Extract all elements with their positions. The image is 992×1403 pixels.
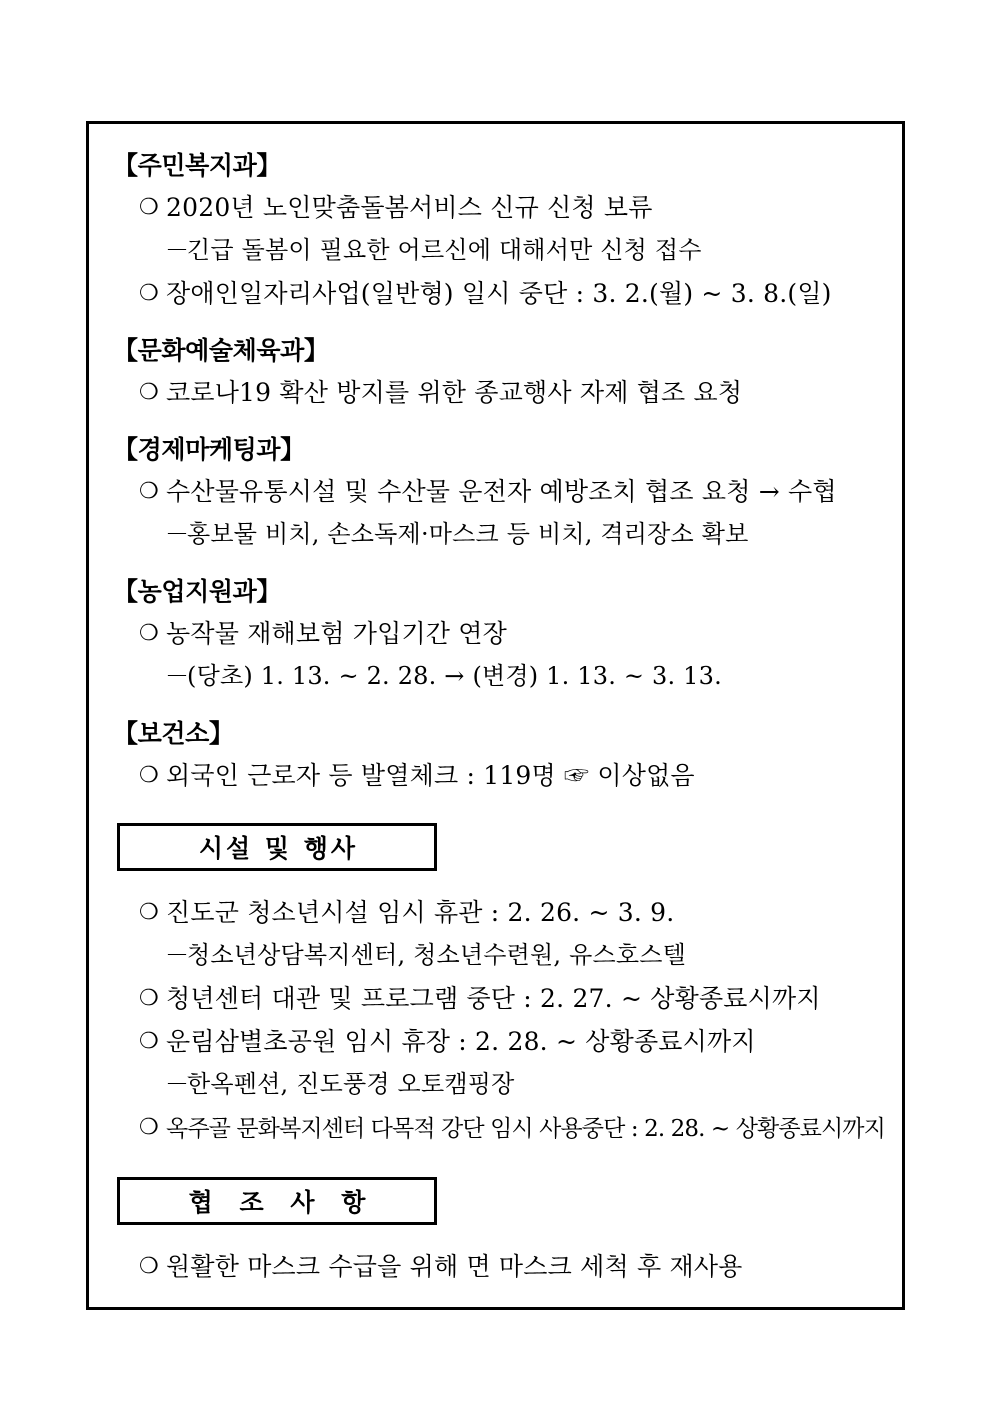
bullet-text: 코로나19 확산 방지를 위한 종교행사 자제 협조 요청 (166, 378, 743, 407)
section-box-title: 시설 및 행사 (198, 834, 359, 863)
dash-text: (당초) 1. 13. ~ 2. 28. → (변경) 1. 13. ~ 3. 13. (187, 662, 722, 690)
circle-bullet-icon: ❍ (139, 1115, 158, 1140)
section-spacer (113, 704, 886, 714)
bullet-item (113, 186, 886, 229)
section-group-facilities-events (113, 891, 886, 1151)
bullet-item (113, 371, 886, 414)
circle-bullet-icon: ❍ (139, 986, 159, 1011)
bullet-text: 2020년 노인맞춤돌봄서비스 신규 신청 보류 (166, 193, 653, 222)
department-heading: 【보건소】 (113, 719, 234, 748)
department-group-culture-arts-sports (113, 331, 886, 414)
department-heading: 【농업지원과】 (113, 577, 281, 606)
bullet-text: 운림삼별초공원 임시 휴장 : 2. 28. ~ 상황종료시까지 (166, 1027, 756, 1056)
dash-subitem (113, 229, 886, 272)
dash-text: 긴급 돌봄이 필요한 어르신에 대해서만 신청 접수 (187, 236, 702, 264)
dash-text: 한옥펜션, 진도풍경 오토캠핑장 (187, 1070, 515, 1098)
circle-bullet-icon: ❍ (139, 1254, 159, 1279)
dash-subitem (113, 934, 886, 977)
circle-bullet-icon: ❍ (139, 195, 159, 220)
circle-bullet-icon: ❍ (139, 900, 159, 925)
bullet-text: 농작물 재해보험 가입기간 연장 (166, 619, 507, 648)
bullet-item (113, 1106, 886, 1151)
department-group-resident-welfare (113, 146, 886, 315)
bullet-text: 수산물유통시설 및 수산물 운전자 예방조치 협조 요청 → 수협 (166, 477, 837, 506)
dash-bullet-icon: － (165, 941, 190, 969)
bullet-text: 원활한 마스크 수급을 위해 면 마스크 세척 후 재사용 (166, 1252, 743, 1281)
section-group-cooperation (113, 1245, 886, 1288)
bullet-item (113, 272, 886, 315)
department-group-economy-marketing (113, 430, 886, 556)
document-frame (86, 121, 905, 1310)
bullet-item (113, 891, 886, 934)
department-heading: 【주민복지과】 (113, 151, 281, 180)
bullet-text: 진도군 청소년시설 임시 휴관 : 2. 26. ~ 3. 9. (166, 898, 675, 927)
section-box-title: 협 조 사 항 (188, 1188, 375, 1217)
department-group-health-center (113, 714, 886, 797)
bullet-text: 청년센터 대관 및 프로그램 중단 : 2. 27. ~ 상황종료시까지 (166, 984, 821, 1013)
dash-subitem (113, 1063, 886, 1106)
dash-text: 청소년상담복지센터, 청소년수련원, 유스호스텔 (187, 941, 686, 969)
dash-bullet-icon: － (165, 236, 190, 264)
circle-bullet-icon: ❍ (139, 380, 159, 405)
document-body (89, 124, 902, 1307)
section-spacer (113, 562, 886, 572)
section-spacer (113, 420, 886, 430)
bullet-item (113, 1020, 886, 1063)
section-spacer (113, 321, 886, 331)
department-heading: 【경제마케팅과】 (113, 435, 305, 464)
department-group-agriculture-support (113, 572, 886, 698)
bullet-text: 옥주골 문화복지센터 다목적 강단 임시 사용중단 : 2. 28. ~ 상황종료시까지 (166, 1116, 885, 1142)
bullet-item (113, 754, 886, 797)
bullet-text: 장애인일자리사업(일반형) 일시 중단 : 3. 2.(월) ~ 3. 8.(일) (166, 279, 832, 308)
dash-bullet-icon: － (165, 520, 190, 548)
dash-subitem (113, 655, 886, 698)
bullet-text: 외국인 근로자 등 발열체크 : 119명 ☞ 이상없음 (166, 761, 695, 790)
bullet-item (113, 612, 886, 655)
bullet-item (113, 470, 886, 513)
section-header-box-facilities-events (117, 823, 437, 871)
section-header-box-cooperation (117, 1177, 437, 1225)
circle-bullet-icon: ❍ (139, 479, 159, 504)
department-heading: 【문화예술체육과】 (113, 336, 329, 365)
circle-bullet-icon: ❍ (139, 621, 159, 646)
circle-bullet-icon: ❍ (139, 281, 159, 306)
dash-text: 홍보물 비치, 손소독제·마스크 등 비치, 격리장소 확보 (187, 520, 749, 548)
bullet-item (113, 977, 886, 1020)
dash-subitem (113, 513, 886, 556)
circle-bullet-icon: ❍ (139, 763, 159, 788)
bullet-item (113, 1245, 886, 1288)
dash-bullet-icon: － (165, 1070, 190, 1098)
circle-bullet-icon: ❍ (139, 1029, 159, 1054)
dash-bullet-icon: － (165, 662, 190, 690)
